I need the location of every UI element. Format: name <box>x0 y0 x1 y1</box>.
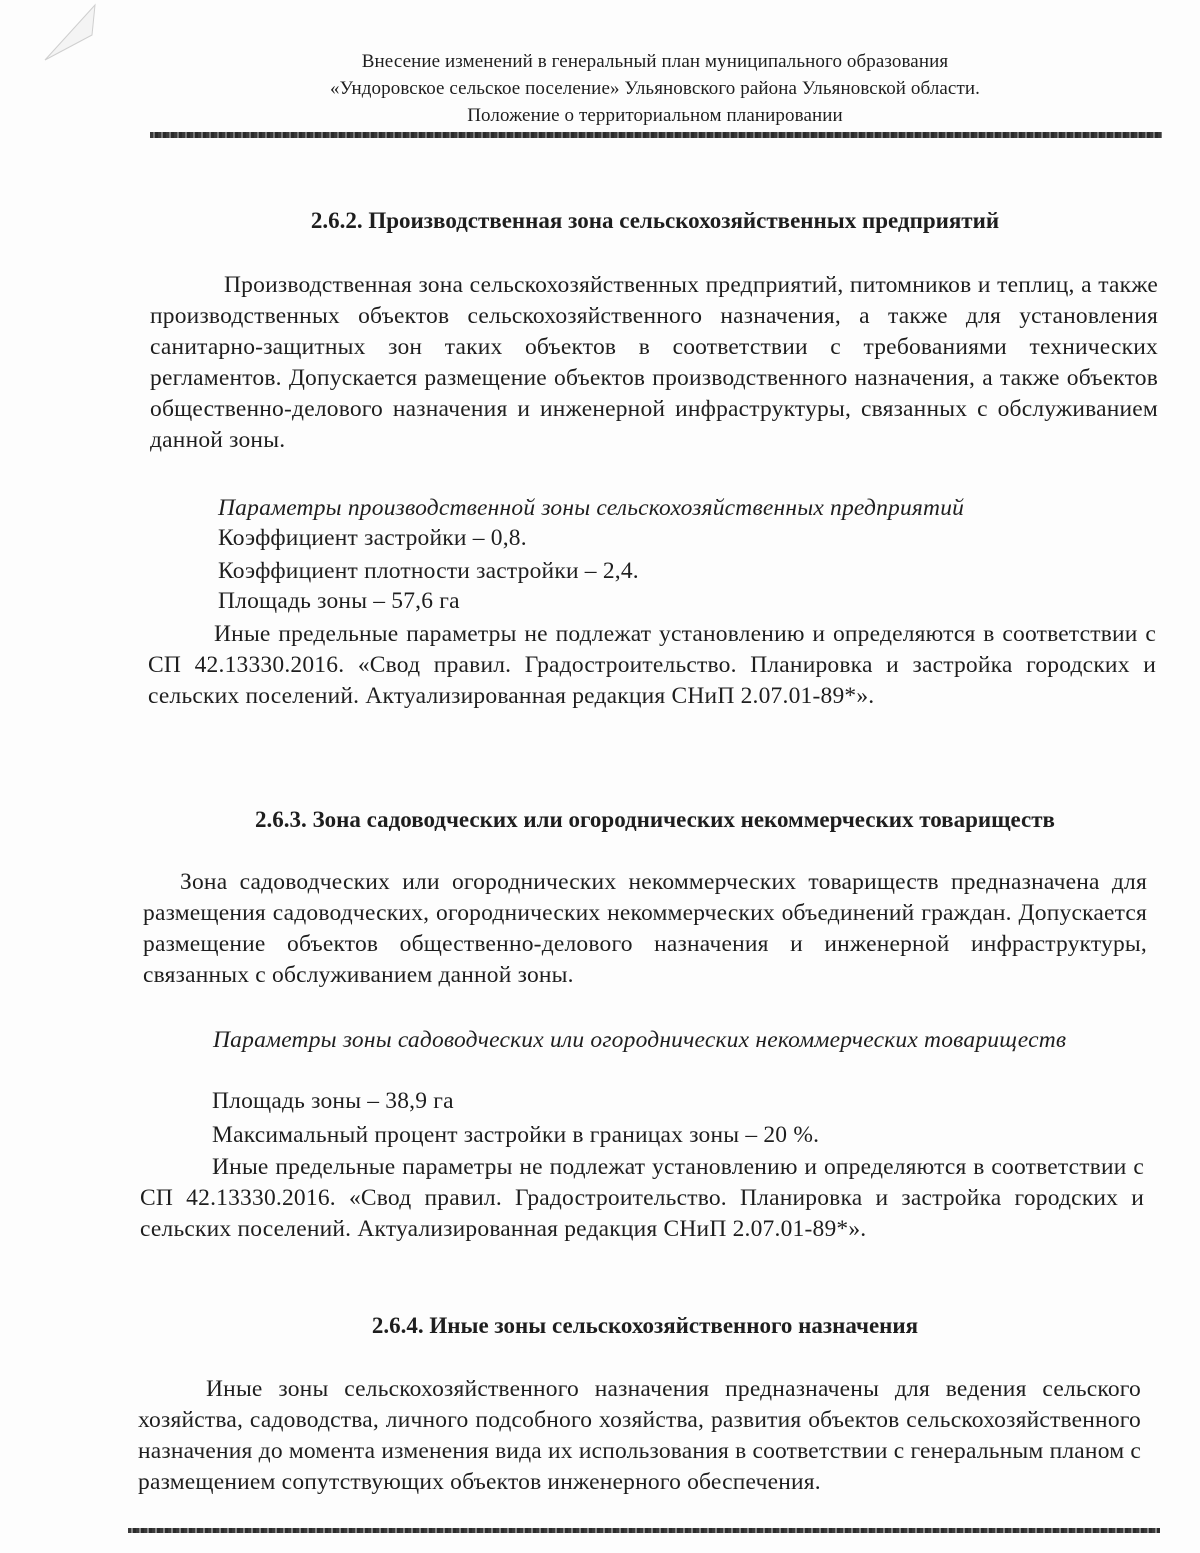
section-262-other-params: Иные предельные параметры не подлежат установлению и определяются в соответствии с СП 42.13330.2016. «Свод правил. Градостроительство. Планировка и застройка городских и сельских поселений. Актуализированная редакция СНиП 2.07.01-89*». <box>148 621 1156 709</box>
footer-divider <box>128 1528 1160 1533</box>
header-line-3: Положение о территориальном планировании <box>467 105 843 126</box>
header-line-2: «Ундоровское сельское поселение» Ульяновского района Ульяновской области. <box>330 78 980 99</box>
section-262-params-title: Параметры производственной зоны сельскохозяйственных предприятий <box>218 495 965 521</box>
section-264-title: 2.6.4. Иные зоны сельскохозяйственного назначения <box>371 1313 919 1338</box>
section-262-param-1: Коэффициент застройки – 0,8. <box>218 525 527 551</box>
section-263-params-title: Параметры зоны садоводческих или огороднических некоммерческих товариществ <box>213 1027 1067 1053</box>
header-line-1: Внесение изменений в генеральный план муниципального образования <box>361 51 949 72</box>
section-263-param-2: Максимальный процент застройки в границах зоны – 20 %. <box>212 1122 820 1148</box>
section-263-title: 2.6.3. Зона садоводческих или огороднических некоммерческих товариществ <box>255 807 1055 832</box>
section-262-body: Производственная зона сельскохозяйственных предприятий, питомников и теплиц, а также производственных объектов сельскохозяйственного назначения, а также для установления санитарно-защитных зон таких объектов в соответствии с требованиями технических регламентов. Допускается размещение объектов производственного назначения, а также объектов общественно-делового назначения и инженерной инфраструктуры, связанных с обслуживанием данной зоны. <box>150 272 1158 453</box>
page-corner-fold-icon <box>40 0 110 80</box>
document-header <box>150 48 1160 129</box>
header-divider <box>150 132 1162 138</box>
section-262-param-3: Площадь зоны – 57,6 га <box>218 588 460 614</box>
section-262-param-2: Коэффициент плотности застройки – 2,4. <box>218 558 639 584</box>
section-264-body: Иные зоны сельскохозяйственного назначения предназначены для ведения сельского хозяйства, садоводства, личного подсобного хозяйства, развития объектов сельскохозяйственного назначения до момента изменения вида их использования в соответствии с генеральным планом с размещением сопутствующих объектов инженерного обеспечения. <box>138 1376 1141 1495</box>
section-263-body: Зона садоводческих или огороднических некоммерческих товариществ предназначена для размещения садоводческих, огороднических некоммерческих объединений граждан. Допускается размещение объектов общественно-делового назначения и инженерной инфраструктуры, связанных с обслуживанием данной зоны. <box>143 869 1147 988</box>
section-262-title: 2.6.2. Производственная зона сельскохозяйственных предприятий <box>310 208 1000 233</box>
section-263-other-params: Иные предельные параметры не подлежат установлению и определяются в соответствии с СП 42.13330.2016. «Свод правил. Градостроительство. Планировка и застройка городских и сельских поселений. Актуализированная редакция СНиП 2.07.01-89*». <box>140 1154 1144 1242</box>
section-263-param-1: Площадь зоны – 38,9 га <box>212 1088 454 1114</box>
